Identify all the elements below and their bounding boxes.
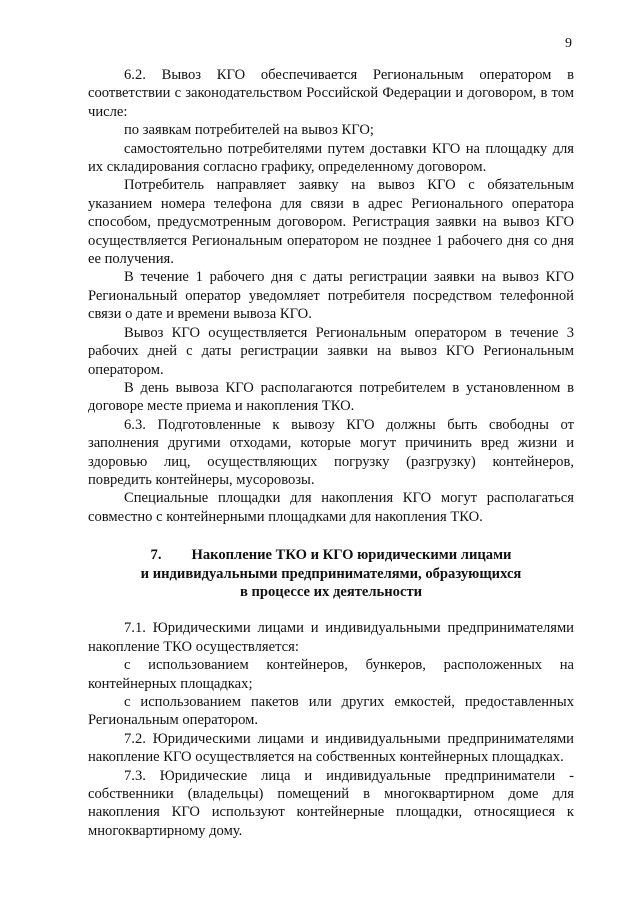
paragraph-removal-period: Вывоз КГО осуществляется Региональным оператором в течение 3 рабочих дней с даты регистрации заявки на вывоз КГО Региональным оператором.: [88, 324, 574, 378]
section-title-line-3: в процессе их деятельности: [239, 583, 423, 600]
document-body: [88, 66, 574, 840]
paragraph-removal-day: В день вывоза КГО располагаются потребителем в установленном в договоре месте приема и накопления ТКО.: [88, 379, 574, 415]
paragraph-requests: по заявкам потребителей на вывоз КГО;: [124, 122, 374, 139]
section-heading-line-1: [88, 546, 574, 564]
paragraph-containers: с использованием контейнеров, бункеров, расположенных на контейнерных площадках;: [88, 657, 574, 692]
section-title-line-1: Накопление ТКО и КГО юридическими лицами: [191, 547, 512, 564]
paragraph-6-3: 6.3. Подготовленные к вывозу КГО должны быть свободны от заполнения другими отходами, которые могут причинить вред жизни и здоровью лиц, осуществляющих погрузку (разгрузку) контейнеров, повредить контейнеры, мусоровозы.: [88, 416, 574, 488]
paragraph-7-1: 7.1. Юридическими лицами и индивидуальными предпринимателями накопление ТКО осуществляется:: [88, 620, 574, 655]
paragraph-packages: с использованием пакетов или других емкостей, предоставленных Региональным оператором.: [88, 694, 574, 729]
paragraph-6-2: 6.2. Вывоз КГО обеспечивается Региональным оператором в соответствии с законодательством Российской Федерации и договором, в том числе:: [88, 67, 574, 120]
section-title-line-2: и индивидуальными предпринимателями, образующихся: [140, 565, 522, 582]
paragraph-request-submission: Потребитель направляет заявку на вывоз КГО с обязательным указанием номера телефона для связи в адрес Регионального оператора способом, предусмотренным договором. Регистрация заявки на вывоз КГО осуществляется Региональным оператором не позднее 1 рабочего дня со дня ее получения.: [88, 177, 574, 268]
page-number: 9: [565, 36, 572, 51]
paragraph-7-3: 7.3. Юридические лица и индивидуальные предприниматели - собственники (владельцы) помещений в многоквартирном доме для накопления КГО используют контейнерные площадки, относящиеся к многоквартирному дому.: [88, 767, 574, 839]
section-heading: [88, 546, 574, 601]
paragraph-special-sites: Специальные площадки для накопления КГО могут располагаться совместно с контейнерными площадками для накопления ТКО.: [88, 490, 574, 525]
paragraph-notification: В течение 1 рабочего дня с даты регистрации заявки на вывоз КГО Региональный оператор уведомляет потребителя посредством телефонной связи о дате и времени вывоза КГО.: [88, 269, 574, 323]
section-number: 7.: [150, 547, 162, 564]
paragraph-self-delivery: самостоятельно потребителями путем доставки КГО на площадку для их складирования согласно графику, определенному договором.: [88, 140, 574, 176]
paragraph-7-2: 7.2. Юридическими лицами и индивидуальными предпринимателями накопление КГО осуществляется на собственных контейнерных площадках.: [88, 730, 574, 766]
